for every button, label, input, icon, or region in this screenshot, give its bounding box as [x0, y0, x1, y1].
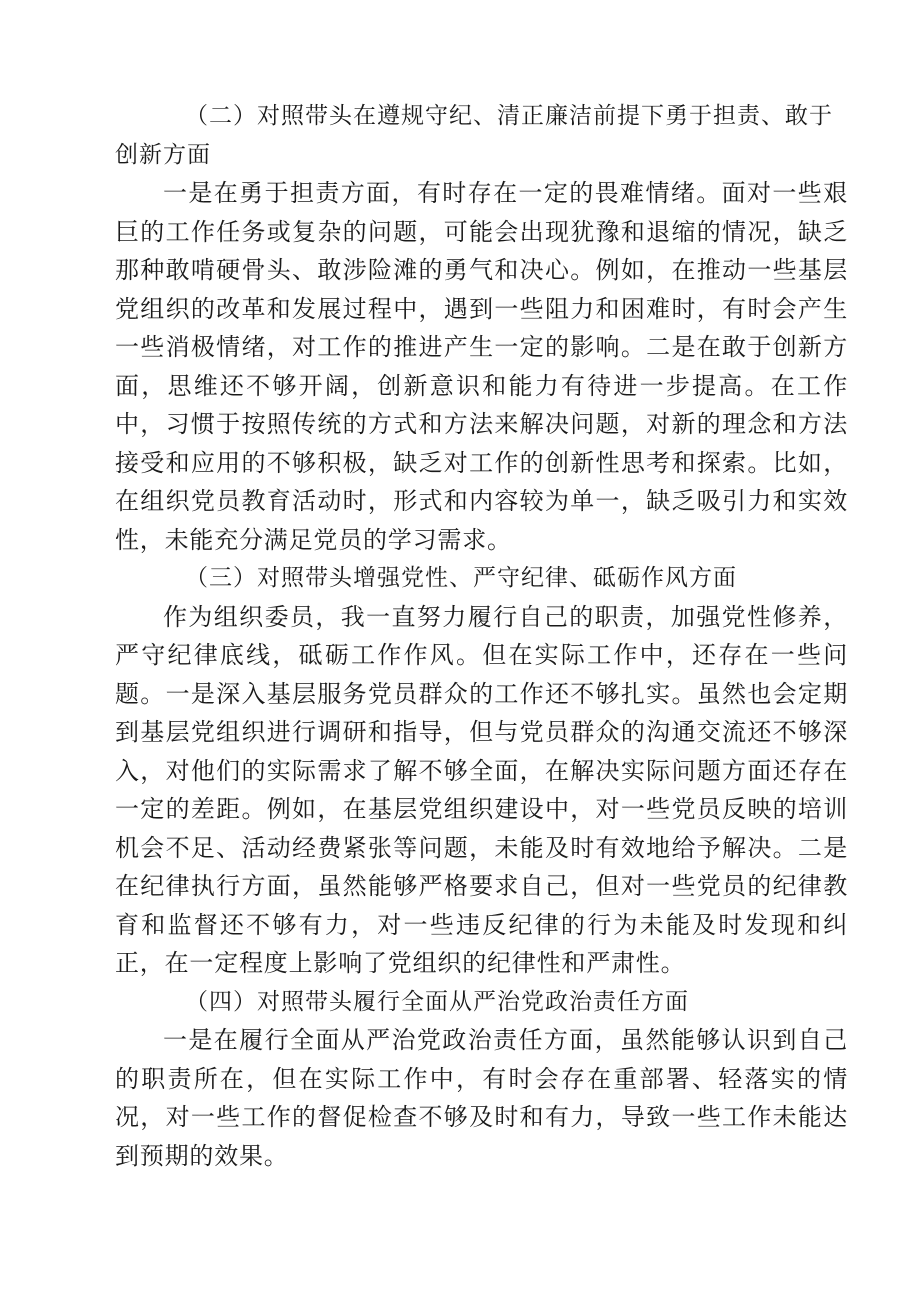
section-heading: （三）对照带头增强党性、严守纪律、砥砺作风方面	[185, 565, 737, 591]
body-paragraph: 一是在履行全面从严治党政治责任方面，虽然能够认识到自己的职责所在，但在实际工作中，有时会存在重部署、轻落实的情况，对一些工作的督促检查不够及时和有力，导致一些工作未能达到预期的效果。	[115, 1026, 848, 1170]
section-two	[115, 97, 848, 559]
document-body	[115, 97, 848, 1175]
section-heading: （四）对照带头履行全面从严治党政治责任方面	[185, 988, 689, 1015]
body-paragraph: 作为组织委员，我一直努力履行自己的职责，加强党性修养，严守纪律底线，砥砺工作作风。但在实际工作中，还存在一些问题。一是深入基层服务党员群众的工作还不够扎实。虽然也会定期到基层党组织进行调研和指导，但与党员群众的沟通交流还不够深入，对他们的实际需求了解不够全面，在解决实际问题方面还存在一定的差距。例如，在基层党组织建设中，对一些党员反映的培训机会不足、活动经费紧张等问题，未能及时有效地给予解决。二是在纪律执行方面，虽然能够严格要求自己，但对一些党员的纪律教育和监督还不够有力，对一些违反纪律的行为未能及时发现和纠正，在一定程度上影响了党组织的纪律性和严肃性。	[115, 602, 848, 977]
section-heading: （二）对照带头在遵规守纪、清正廉洁前提下勇于担责、敢于创新方面	[115, 103, 833, 168]
section-three	[115, 559, 848, 983]
section-four	[115, 983, 848, 1176]
body-paragraph: 一是在勇于担责方面，有时存在一定的畏难情绪。面对一些艰巨的工作任务或复杂的问题，可能会出现犹豫和退缩的情况，缺乏那种敢啃硬骨头、敢涉险滩的勇气和决心。例如，在推动一些基层党组织的改革和发展过程中，遇到一些阻力和困难时，有时会产生一些消极情绪，对工作的推进产生一定的影响。二是在敢于创新方面，思维还不够开阔，创新意识和能力有待进一步提高。在工作中，习惯于按照传统的方式和方法来解决问题，对新的理念和方法接受和应用的不够积极，缺乏对工作的创新性思考和探索。比如，在组织党员教育活动时，形式和内容较为单一，缺乏吸引力和实效性，未能充分满足党员的学习需求。	[115, 179, 848, 554]
